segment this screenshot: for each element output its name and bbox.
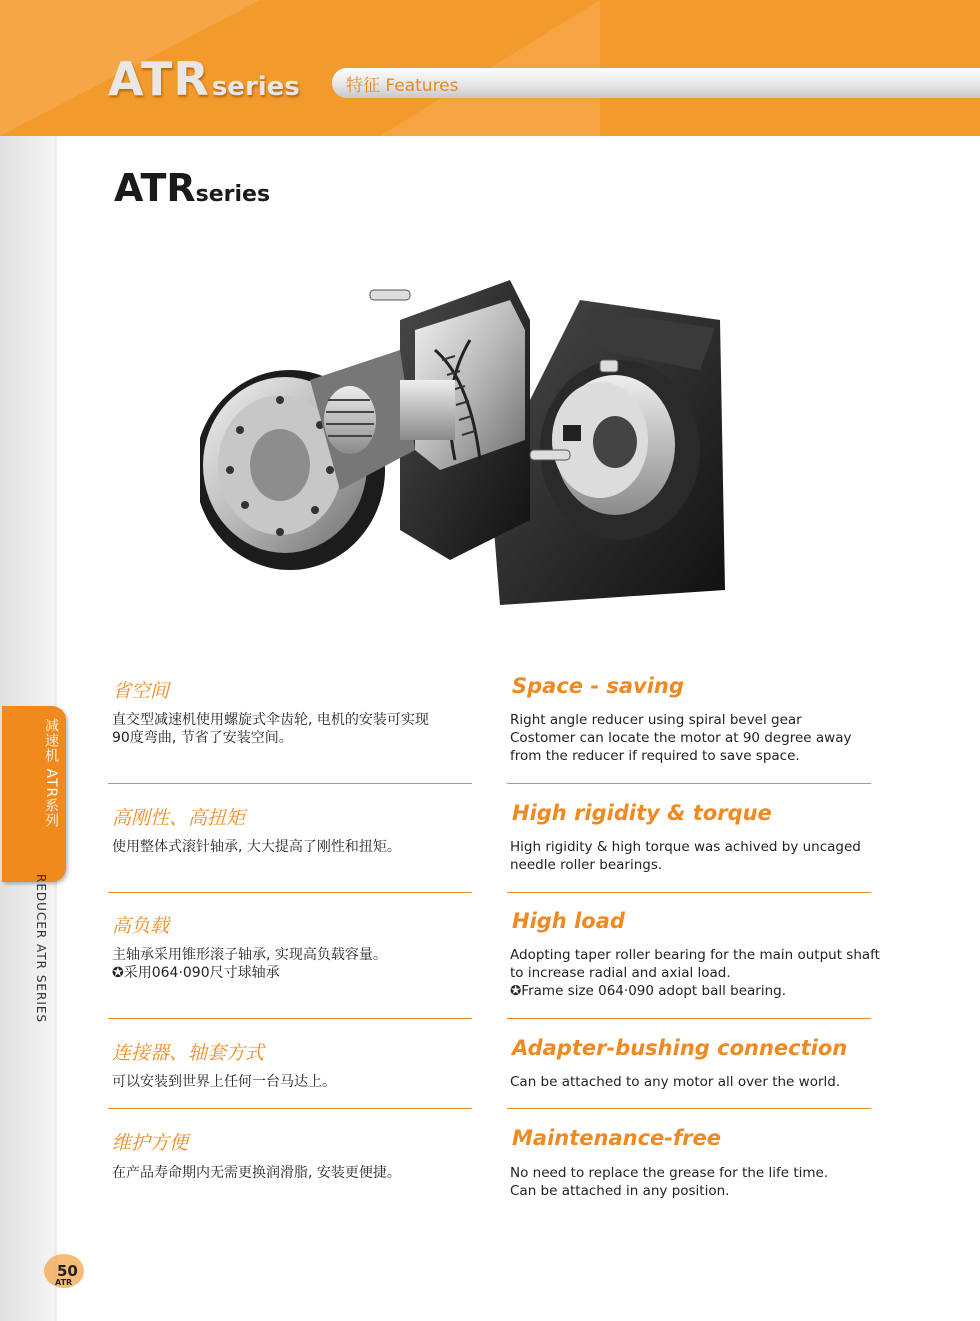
divider [507, 783, 871, 784]
divider [108, 1108, 472, 1109]
header-brand [108, 52, 300, 106]
feature-text-en [510, 1164, 828, 1200]
feature-line: from the reducer if required to save space. [510, 748, 800, 764]
feature-heading-en: High rigidity & torque [512, 801, 772, 825]
divider [507, 1108, 871, 1109]
feature-line: Adopting taper roller bearing for the main output shaft [510, 947, 880, 963]
divider [507, 892, 871, 893]
feature-line: No need to replace the grease for the life time. [510, 1165, 829, 1181]
header-brand-main: ATR [108, 52, 210, 106]
feature-line: to increase radial and axial load. [510, 965, 731, 981]
feature-heading-cn: 高刚性、高扭矩 [112, 807, 246, 829]
page-title-main: ATR [114, 166, 196, 210]
feature-text-en [510, 1073, 840, 1091]
feature-line: ✪采用064·090尺寸球轴承 [112, 965, 280, 981]
feature-line: 可以安装到世界上任何一台马达上。 [112, 1074, 336, 1090]
feature-line: High rigidity & high torque was achived by uncaged [510, 839, 861, 855]
feature-heading-cn: 连接器、轴套方式 [112, 1042, 265, 1064]
feature-heading-cn: 省空间 [112, 680, 170, 702]
divider [108, 1018, 472, 1019]
feature-text-cn [112, 711, 429, 747]
feature-line: needle roller bearings. [510, 857, 663, 873]
feature-line: Costomer can locate the motor at 90 degree away [510, 730, 852, 746]
divider [108, 783, 472, 784]
feature-line: ✪Frame size 064·090 adopt ball bearing. [510, 983, 787, 999]
page-title-sub: series [195, 182, 271, 207]
feature-heading-en: Adapter-bushing connection [512, 1036, 848, 1060]
feature-text-cn [112, 838, 401, 856]
features-bar-label: 特征 Features [346, 76, 459, 96]
page-number: 50 [57, 1262, 78, 1280]
feature-heading-en: Maintenance-free [512, 1126, 721, 1150]
feature-line: Can be attached in any position. [510, 1183, 730, 1199]
side-rail-label: REDUCER ATR SERIES [34, 874, 48, 1024]
header-brand-sub: series [211, 72, 300, 102]
feature-text-en [510, 838, 861, 874]
side-tab-label: 减速机 ATR系列 [43, 718, 59, 829]
feature-text-en [510, 711, 851, 765]
divider [108, 892, 472, 893]
feature-heading-en: High load [512, 909, 625, 933]
feature-line: 主轴承采用锥形滚子轴承, 实现高负载容量。 [112, 947, 387, 963]
page-title [114, 166, 270, 210]
feature-line: Can be attached to any motor all over the world. [510, 1074, 841, 1090]
feature-heading-cn: 高负载 [112, 915, 170, 937]
feature-heading-cn: 维护方便 [112, 1132, 189, 1154]
feature-text-en [510, 946, 880, 1000]
feature-heading-en: Space - saving [512, 674, 684, 698]
features-bar [332, 68, 980, 98]
feature-line: 使用整体式滚针轴承, 大大提高了刚性和扭矩。 [112, 839, 401, 855]
feature-line: 直交型减速机使用螺旋式伞齿轮, 电机的安装可实现 [112, 712, 429, 728]
gear-reducer-cutaway-image [200, 260, 740, 620]
feature-text-cn [112, 1073, 336, 1091]
feature-text-cn [112, 946, 387, 982]
page-number-series: ATR [55, 1278, 73, 1287]
feature-line: 90度弯曲, 节省了安装空间。 [112, 730, 293, 746]
divider [507, 1018, 871, 1019]
feature-line: Right angle reducer using spiral bevel gear [510, 712, 802, 728]
feature-text-cn [112, 1164, 401, 1182]
feature-line: 在产品寿命期内无需更换润滑脂, 安装更便捷。 [112, 1165, 401, 1181]
